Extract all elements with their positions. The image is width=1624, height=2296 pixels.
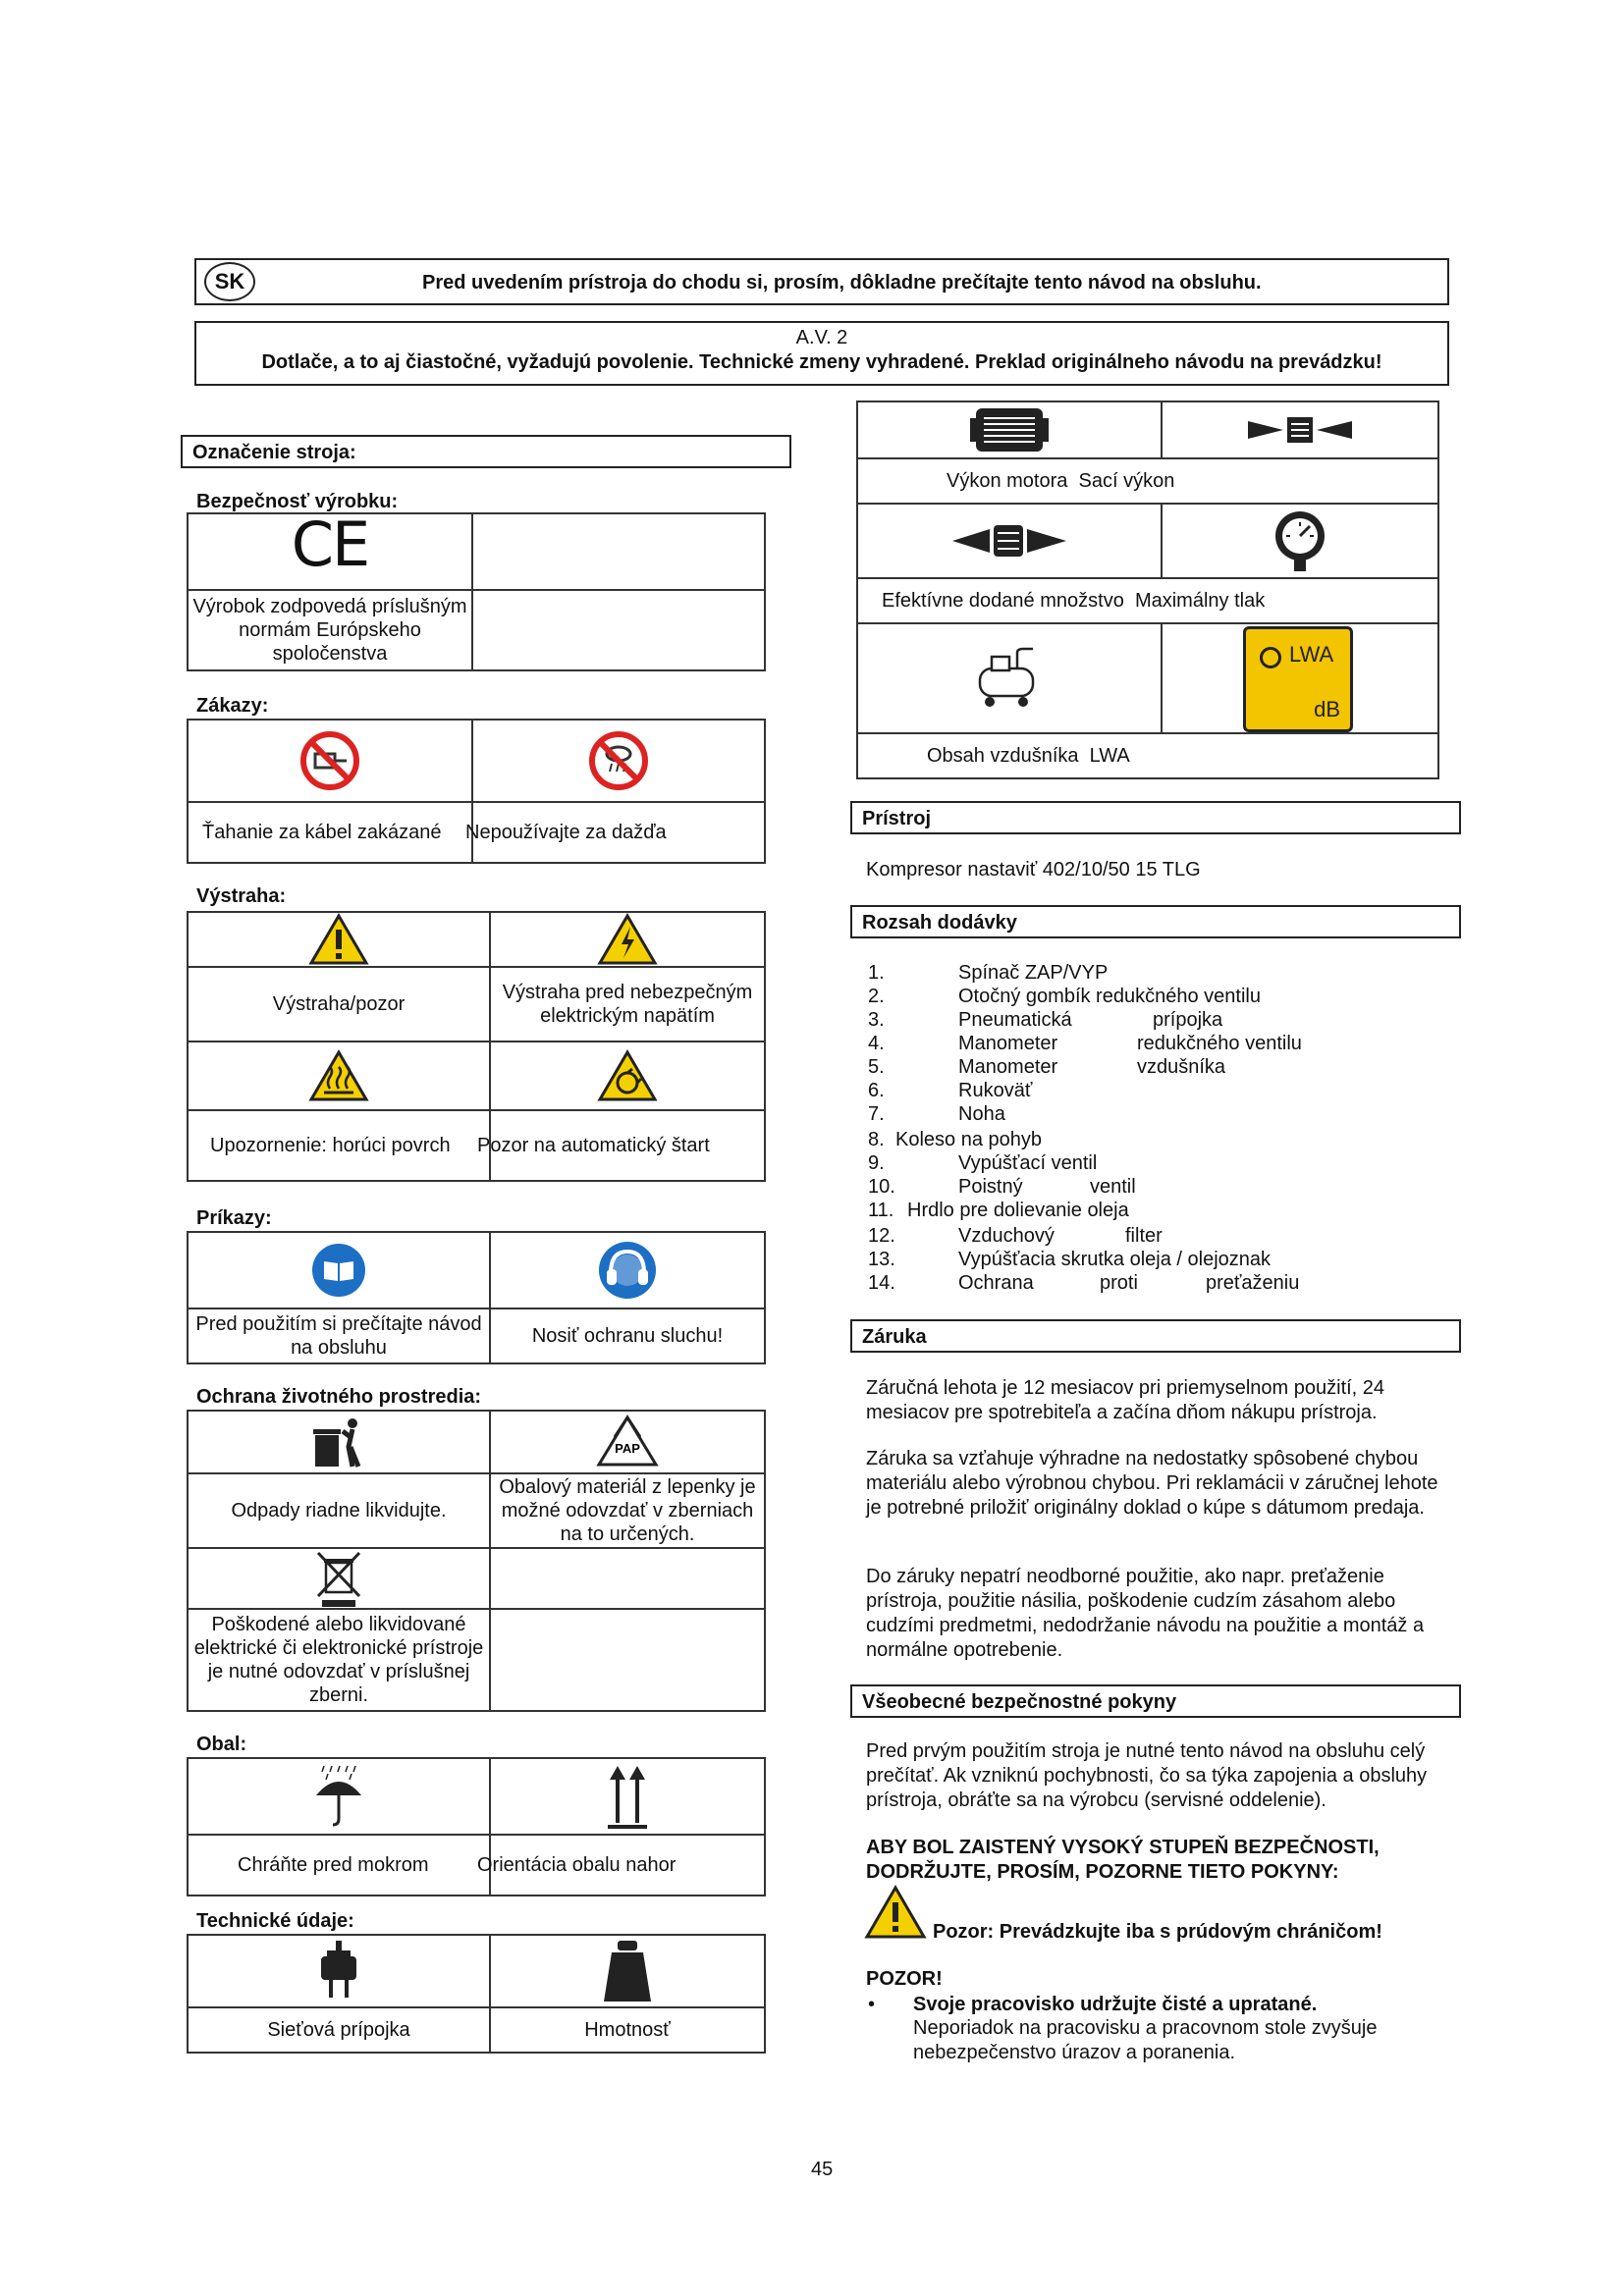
safety-paragraph: Pred prvým použitím stroja je nutné tento návod na obsluhu celý prečítať. Ak vzniknú pochybnosti, čo sa týka zapojenia a obsluhy prístroja, obráťte sa na výrobcu (servisné oddelenie). bbox=[866, 1740, 1428, 1811]
packaging-label: Chráňte pred mokrom bbox=[188, 1835, 490, 1896]
hearing-protection-icon bbox=[597, 1240, 658, 1301]
list-item-number: 12. bbox=[868, 1225, 895, 1247]
spec-label: Výkon motora bbox=[947, 470, 1068, 492]
weight-icon bbox=[602, 1939, 653, 2003]
pozor-heading: POZOR! bbox=[866, 1968, 943, 1990]
environment-label: Odpady riadne likvidujte. bbox=[188, 1473, 490, 1548]
list-item-text: prípojka bbox=[1153, 1009, 1223, 1031]
prohibition-label: Ťahanie za kábel zakázané bbox=[188, 802, 472, 863]
list-item-number: 3. bbox=[868, 1009, 885, 1031]
command-label: Nosiť ochranu sluchu! bbox=[490, 1308, 765, 1363]
warranty-paragraph: Záručná lehota je 12 mesiacov pri priemyselnom použití, 24 mesiacov pre spotrebiteľa a začína dňom nákupu prístroja. bbox=[866, 1377, 1385, 1423]
list-item-text: Ochrana bbox=[958, 1272, 1034, 1294]
page-number: 45 bbox=[811, 2159, 834, 2180]
automatic-start-icon bbox=[597, 1049, 658, 1102]
list-item-text: Pneumatická bbox=[958, 1009, 1072, 1031]
list-item-number: 1. bbox=[868, 962, 885, 984]
rcd-notice: Pozor: Prevádzkujte iba s prúdovým chráničom! bbox=[933, 1921, 1382, 1943]
list-item-number: 8. bbox=[868, 1129, 885, 1150]
pap-recycling-icon bbox=[595, 1414, 660, 1470]
technical-table bbox=[187, 1934, 766, 2054]
spec-label: LWA bbox=[1089, 745, 1130, 767]
technical-title: Technické údaje: bbox=[196, 1910, 354, 1932]
warning-label: Upozornenie: horúci povrch bbox=[188, 1110, 490, 1181]
safety-title: Všeobecné bezpečnostné pokyny bbox=[850, 1684, 1461, 1718]
bullet-marker: • bbox=[868, 1994, 876, 2015]
list-item-text: Manometer bbox=[958, 1056, 1058, 1078]
suction-power-icon bbox=[1246, 413, 1354, 447]
spec-label: Maximálny tlak bbox=[1134, 590, 1266, 612]
product-safety-table bbox=[187, 507, 766, 671]
read-manual-icon bbox=[310, 1242, 367, 1299]
warning-triangle-icon bbox=[308, 913, 369, 966]
list-item-text: Manometer bbox=[958, 1033, 1058, 1054]
pap-label: PAP bbox=[615, 1441, 640, 1456]
bullet-text: Neporiadok na pracovisku a pracovnom stole zvyšuje nebezpečenstvo úrazov a poranenia. bbox=[913, 2017, 1378, 2063]
spec-label: Sací výkon bbox=[1078, 470, 1175, 492]
motor-power-icon bbox=[968, 404, 1051, 455]
copyright-text: Dotlače, a to aj čiastočné, vyžadujú povolenie. Technické zmeny vyhradené. Preklad originálneho návodu na prevádzku! bbox=[261, 351, 1382, 373]
air-tank-compressor-icon bbox=[974, 647, 1045, 710]
prohibition-label: Nepoužívajte za dažďa bbox=[464, 802, 757, 863]
warning-label: Výstraha/pozor bbox=[188, 967, 490, 1041]
instruction-text: Pred uvedením prístroja do chodu si, prosím, dôkladne prečítajte tento návod na obsluhu. bbox=[422, 272, 1262, 294]
spec-label: Obsah vzdušníka bbox=[927, 745, 1079, 767]
warranty-paragraph: Záruka sa vzťahuje výhradne na nedostatky spôsobené chybou materiálu alebo výrobnou chybou. Pri reklamácii v záručnej lehote je potrebné priložiť originálny doklad o kúpe s dátumom predaja. bbox=[866, 1448, 1438, 1519]
electric-voltage-icon bbox=[597, 913, 658, 966]
device-title: Prístroj bbox=[850, 801, 1461, 834]
list-item-text: vzdušníka bbox=[1137, 1056, 1226, 1078]
list-item-text: Otočný gombík redukčného ventilu bbox=[958, 986, 1261, 1007]
packaging-label: Orientácia obalu nahor bbox=[474, 1835, 749, 1896]
environment-label: Poškodené alebo likvidované elektrické či elektronické prístroje je nutné odovzdať v príslušnej zberni. bbox=[188, 1609, 490, 1711]
header-copyright-box bbox=[194, 321, 1449, 386]
keep-dry-icon bbox=[310, 1764, 367, 1829]
list-item-text: Hrdlo pre dolievanie oleja bbox=[907, 1200, 1129, 1221]
header-instruction-box bbox=[194, 258, 1449, 305]
model-name: A.V. 2 bbox=[795, 327, 848, 348]
country-badge: SK bbox=[204, 262, 255, 301]
lwa-badge bbox=[1243, 626, 1353, 732]
no-rain-icon bbox=[588, 730, 649, 791]
list-item-number: 5. bbox=[868, 1056, 885, 1078]
list-item-text: Vzduchový bbox=[958, 1225, 1055, 1247]
warnings-title: Výstraha: bbox=[196, 885, 287, 907]
designation-title: Označenie stroja: bbox=[181, 435, 791, 468]
warning-label: Výstraha pred nebezpečným elektrickým napätím bbox=[490, 967, 765, 1041]
warranty-paragraph: Do záruky nepatrí neodborné použitie, ako napr. preťaženie prístroja, použitie násilia, poškodenie cudzím zásahom alebo cudzími predmetmi, nedodržanie návodu na použitie a montáž a normálne opotrebenie. bbox=[866, 1566, 1425, 1661]
no-cable-pull-icon bbox=[299, 730, 360, 791]
list-item-text: Vypúšťacia skrutka oleja / olejoznak bbox=[958, 1249, 1272, 1270]
list-item-number: 9. bbox=[868, 1152, 885, 1174]
speaker-icon bbox=[1260, 647, 1281, 668]
packaging-title: Obal: bbox=[196, 1734, 247, 1755]
lwa-badge-unit: dB bbox=[1314, 697, 1340, 721]
effective-delivery-icon bbox=[950, 521, 1068, 561]
warnings-table bbox=[187, 911, 766, 1182]
commands-table bbox=[187, 1231, 766, 1364]
list-item-number: 4. bbox=[868, 1033, 885, 1054]
list-item-text: ventil bbox=[1090, 1176, 1136, 1198]
list-item-text: Poistný bbox=[958, 1176, 1023, 1198]
list-item-text: proti bbox=[1100, 1272, 1138, 1294]
list-item-number: 14. bbox=[868, 1272, 895, 1294]
technical-label: Sieťová prípojka bbox=[188, 2007, 490, 2053]
packaging-table bbox=[187, 1757, 766, 1896]
list-item-number: 10. bbox=[868, 1176, 895, 1198]
environment-title: Ochrana životného prostredia: bbox=[196, 1386, 482, 1408]
delivery-title: Rozsah dodávky bbox=[850, 905, 1461, 938]
mains-plug-icon bbox=[317, 1939, 360, 2003]
list-item-text: Rukoväť bbox=[958, 1080, 1033, 1101]
prohibitions-title: Zákazy: bbox=[196, 695, 269, 717]
list-item-text: Koleso na pohyb bbox=[895, 1129, 1043, 1150]
list-item-text: Spínač ZAP/VYP bbox=[958, 962, 1109, 984]
weee-crossed-bin-icon bbox=[314, 1549, 363, 1608]
technical-label: Hmotnosť bbox=[490, 2007, 765, 2053]
environment-table bbox=[187, 1410, 766, 1712]
waste-disposal-icon bbox=[309, 1414, 368, 1470]
ce-text: Výrobok zodpovedá príslušným normám Európskeho spoločenstva bbox=[188, 590, 472, 670]
list-item-number: 13. bbox=[868, 1249, 895, 1270]
list-item-number: 2. bbox=[868, 986, 885, 1007]
this-side-up-icon bbox=[606, 1762, 649, 1831]
pressure-gauge-icon bbox=[1271, 508, 1329, 573]
warning-label: Pozor na automatický štart bbox=[474, 1110, 749, 1181]
list-item-text: Vypúšťací ventil bbox=[958, 1152, 1098, 1174]
environment-label: Obalový materiál z lepenky je možné odovzdať v zberniach na to určených. bbox=[490, 1473, 765, 1548]
command-label: Pred použitím si prečítajte návod na obsluhu bbox=[188, 1308, 490, 1363]
commands-title: Príkazy: bbox=[196, 1207, 272, 1229]
specs-table bbox=[856, 400, 1439, 779]
prohibitions-table bbox=[187, 719, 766, 864]
list-item-text: preťaženiu bbox=[1206, 1272, 1300, 1294]
spec-label: Efektívne dodané množstvo bbox=[882, 590, 1124, 612]
safety-caps-notice: ABY BOL ZAISTENÝ VYSOKÝ STUPEŇ BEZPEČNOSTI, DODRŽUJTE, PROSÍM, POZORNE TIETO POKYNY: bbox=[866, 1837, 1380, 1883]
list-item-text: redukčného ventilu bbox=[1137, 1033, 1302, 1054]
warning-triangle-icon bbox=[864, 1885, 927, 1940]
list-item-text: filter bbox=[1125, 1225, 1163, 1247]
list-item-text: Noha bbox=[958, 1103, 1005, 1125]
list-item-number: 6. bbox=[868, 1080, 885, 1101]
hot-surface-icon bbox=[308, 1049, 369, 1102]
list-item-number: 7. bbox=[868, 1103, 885, 1125]
device-text: Kompresor nastaviť 402/10/50 15 TLG bbox=[866, 859, 1201, 881]
ce-mark-icon: CE bbox=[291, 507, 369, 580]
list-item-number: 11. bbox=[868, 1200, 894, 1221]
warranty-title: Záruka bbox=[850, 1319, 1461, 1353]
bullet-title: Svoje pracovisko udržujte čisté a upratané. bbox=[913, 1994, 1318, 2015]
lwa-badge-label: LWA bbox=[1289, 642, 1334, 667]
product-safety-title: Bezpečnosť výrobku: bbox=[196, 491, 399, 512]
